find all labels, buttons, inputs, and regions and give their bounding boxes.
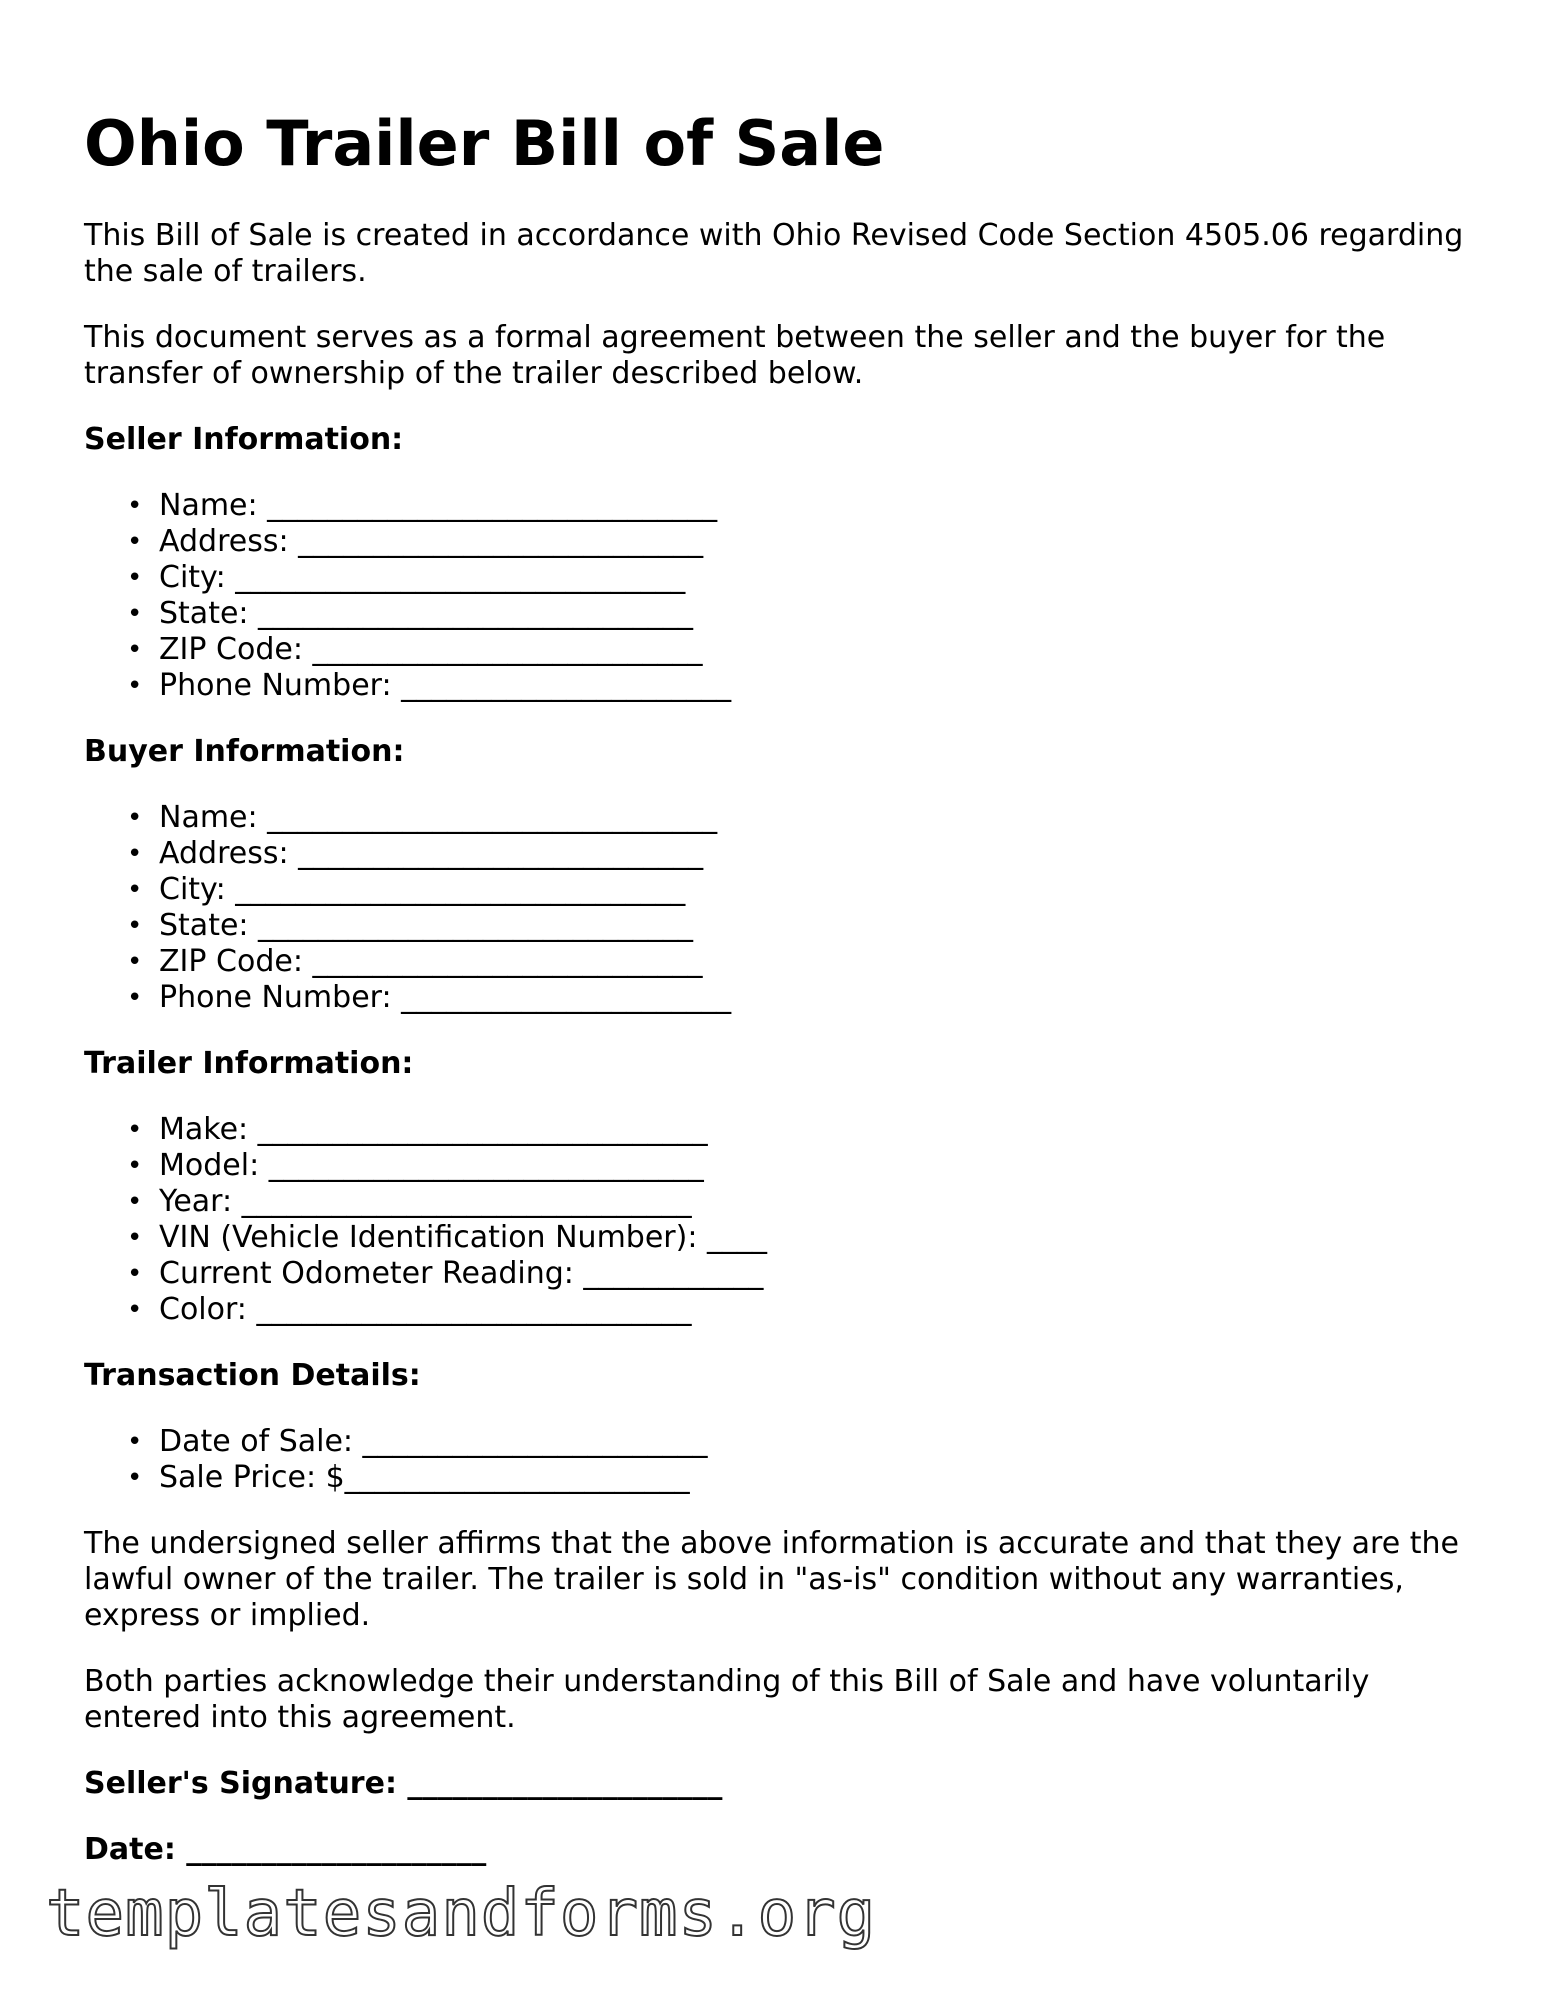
seller-zip-field: • ZIP Code: __________________________ [127, 632, 703, 667]
transaction-fields-list [84, 1424, 1464, 1496]
intro-paragraph-1: This Bill of Sale is created in accordance with Ohio Revised Code Section 4505.06 regarding the sale of trailers. [84, 218, 1464, 289]
buyer-fields-list [84, 800, 1464, 1016]
trailer-make-field: • Make: ______________________________ [127, 1112, 708, 1147]
trailer-heading: Trailer Information: [84, 1046, 414, 1081]
buyer-city-field: • City: ______________________________ [127, 872, 686, 907]
seller-signature-line: Seller's Signature: _____________________ [84, 1766, 723, 1801]
trailer-color-field: • Color: _____________________________ [127, 1292, 692, 1327]
seller-city-field: • City: ______________________________ [127, 560, 686, 595]
watermark-text: templatesandforms.org [46, 1877, 877, 1951]
trailer-model-field: • Model: _____________________________ [127, 1148, 704, 1183]
buyer-state-field: • State: _____________________________ [127, 908, 694, 943]
buyer-phone-field: • Phone Number: ______________________ [127, 980, 732, 1015]
buyer-name-field: • Name: ______________________________ [127, 800, 718, 835]
seller-phone-field: • Phone Number: ______________________ [127, 668, 732, 703]
signature-date-line: Date: ____________________ [84, 1832, 487, 1867]
sale-price-field: • Sale Price: $_______________________ [127, 1460, 690, 1495]
document-title: Ohio Trailer Bill of Sale [84, 107, 885, 180]
trailer-year-field: • Year: ______________________________ [127, 1184, 692, 1219]
seller-fields-list [84, 488, 1464, 704]
buyer-address-field: • Address: ___________________________ [127, 836, 704, 871]
seller-state-field: • State: _____________________________ [127, 596, 694, 631]
buyer-heading: Buyer Information: [84, 734, 405, 769]
buyer-zip-field: • ZIP Code: __________________________ [127, 944, 703, 979]
transaction-heading: Transaction Details: [84, 1358, 421, 1393]
acknowledgment-paragraph: Both parties acknowledge their understanding of this Bill of Sale and have voluntarily entered into this agreement. [84, 1664, 1370, 1735]
trailer-fields-list [84, 1112, 1464, 1328]
trailer-odometer-field: • Current Odometer Reading: ____________ [127, 1256, 764, 1291]
document-body [84, 218, 1464, 1898]
intro-paragraph-2: This document serves as a formal agreement between the seller and the buyer for the transfer of ownership of the trailer described below. [84, 320, 1386, 391]
seller-name-field: • Name: ______________________________ [127, 488, 718, 523]
seller-heading: Seller Information: [84, 422, 404, 457]
affirmation-paragraph: The undersigned seller affirms that the above information is accurate and that they are the lawful owner of the trailer. The trailer is sold in "as-is" condition without any warranties, express or implied. [84, 1526, 1459, 1633]
date-of-sale-field: • Date of Sale: _______________________ [127, 1424, 708, 1459]
seller-address-field: • Address: ___________________________ [127, 524, 704, 559]
trailer-vin-field: • VIN (Vehicle Identification Number): ____ [127, 1220, 767, 1255]
